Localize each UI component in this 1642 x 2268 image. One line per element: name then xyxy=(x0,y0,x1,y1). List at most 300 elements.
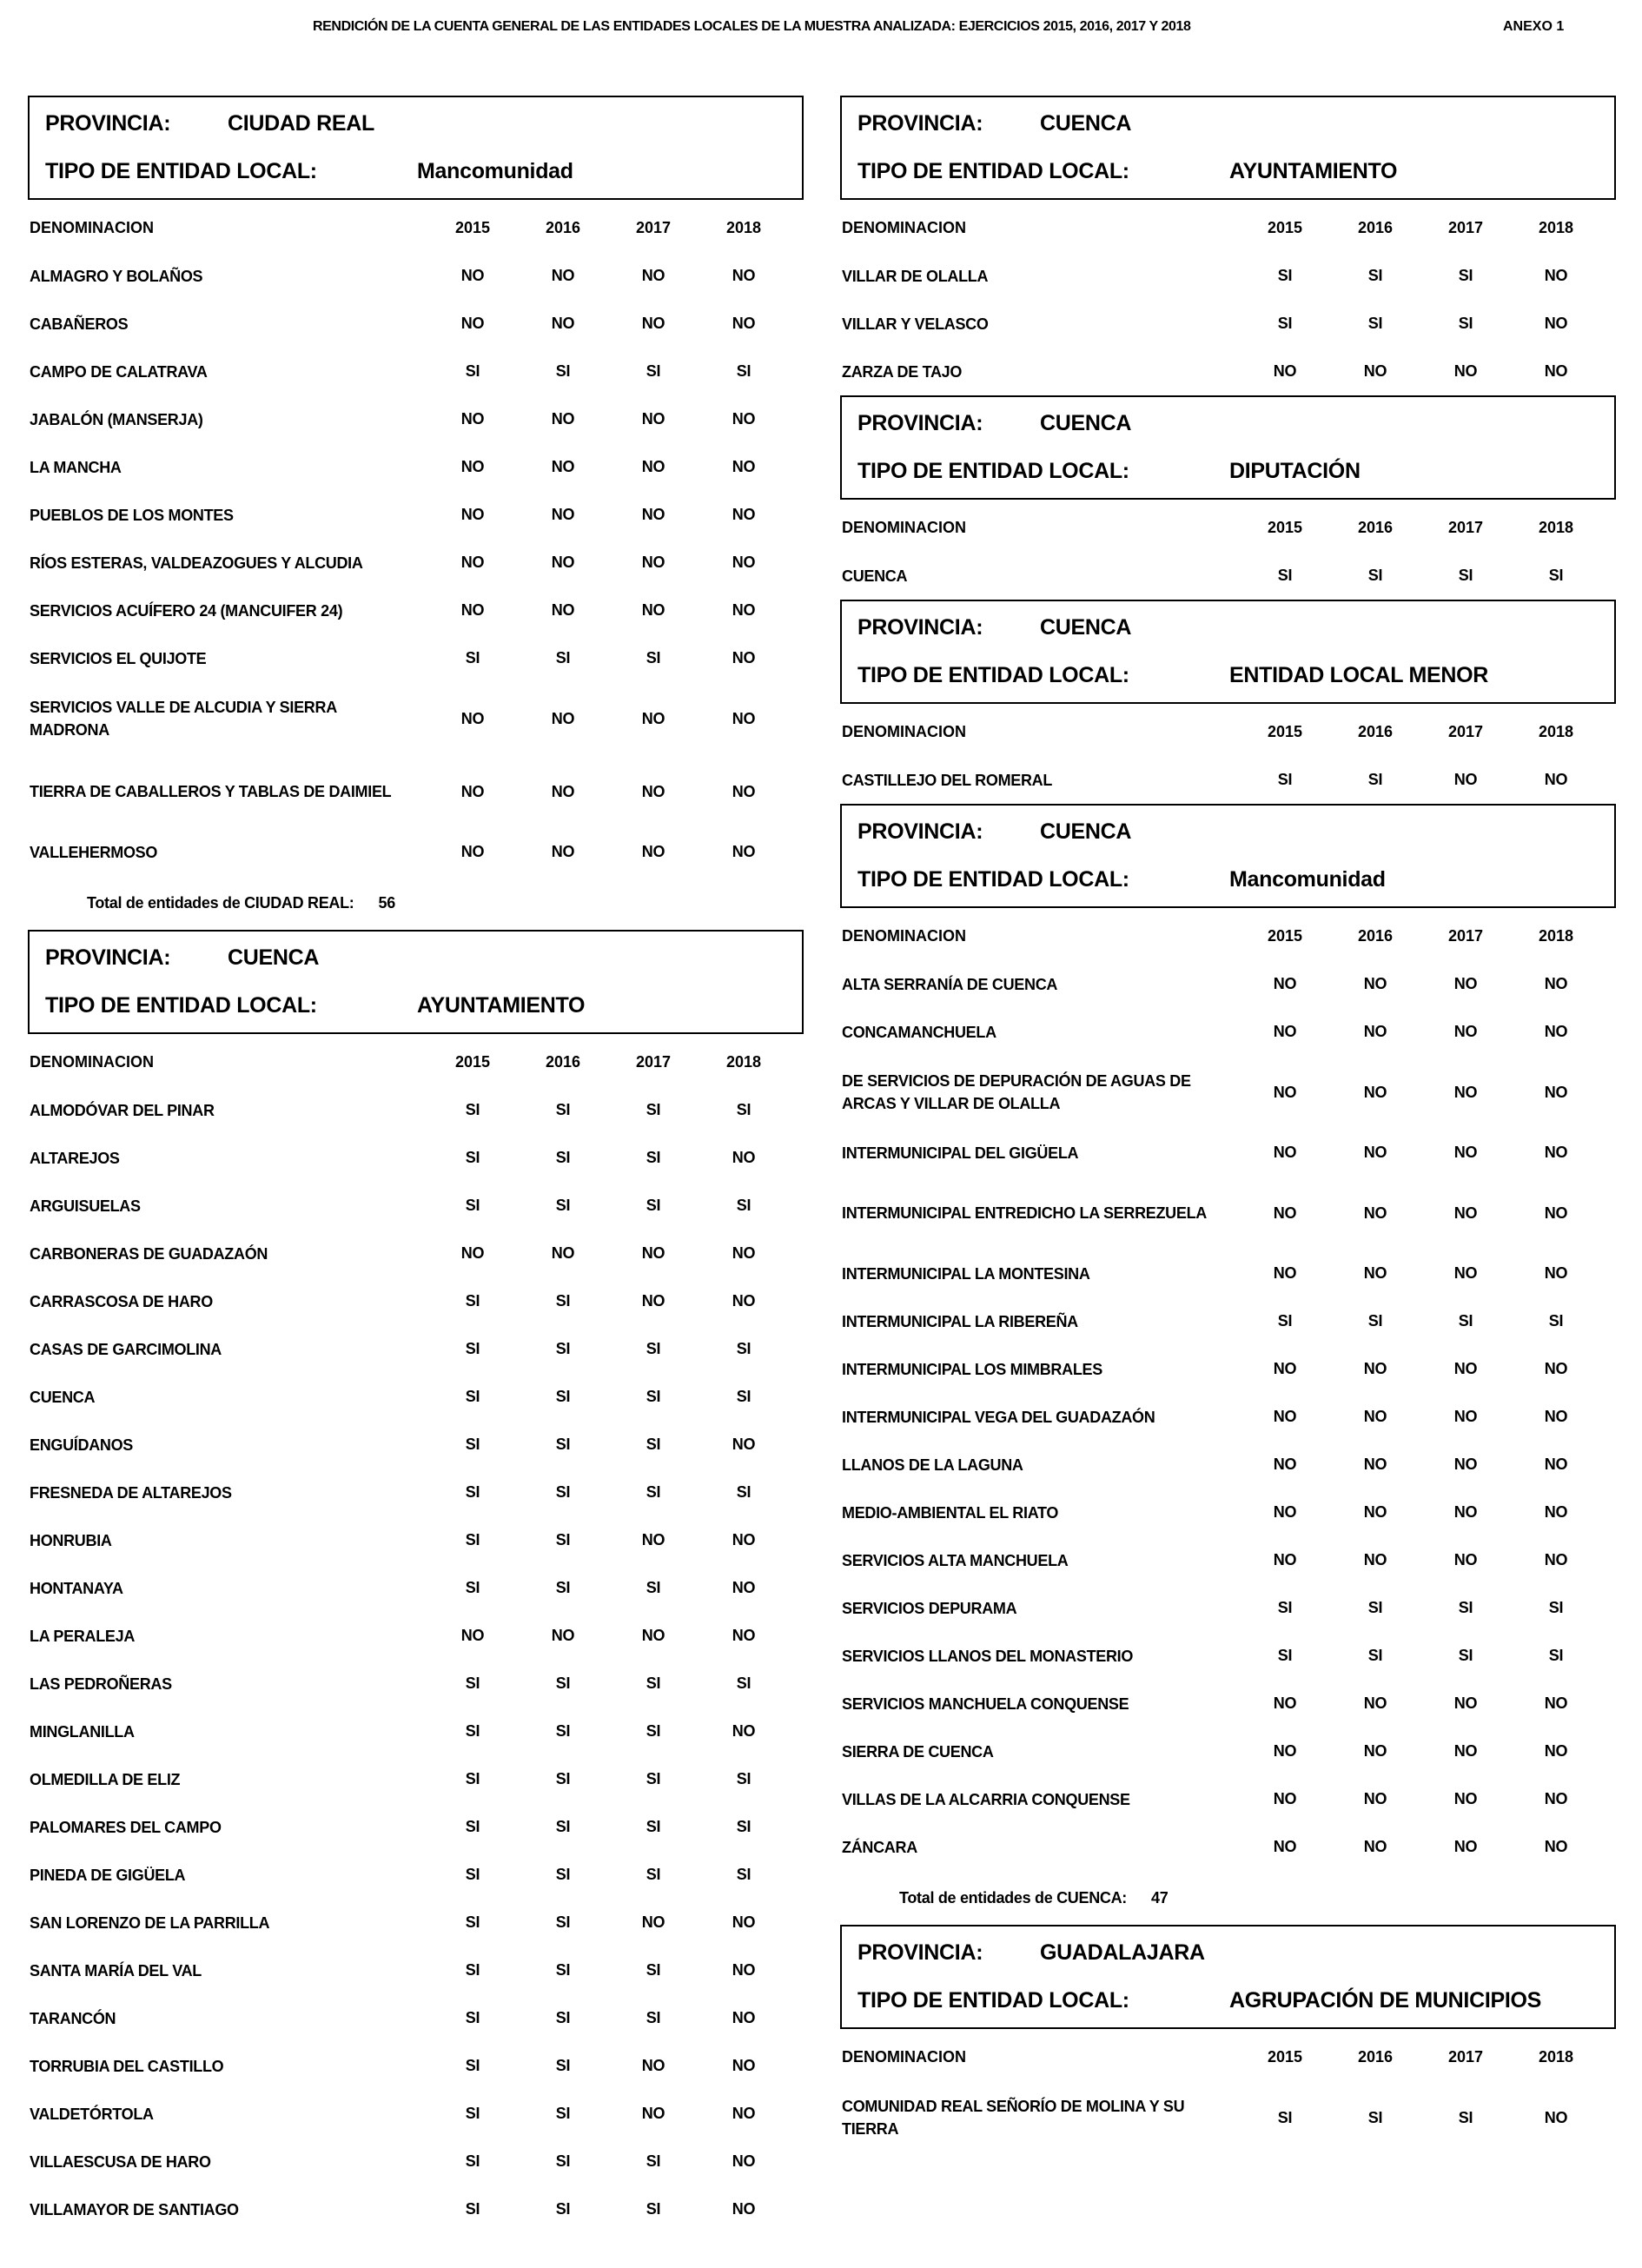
year-status-cell: SI xyxy=(646,1579,661,1596)
header-year: 2015 xyxy=(1267,926,1303,945)
entity-section xyxy=(840,96,1616,395)
year-status-cell: SI xyxy=(1367,2108,1383,2126)
tipo-value: Mancomunidad xyxy=(1229,867,1386,892)
year-status-cell: NO xyxy=(641,410,665,428)
year-status-cell: NO xyxy=(551,601,575,619)
year-status-cell: SI xyxy=(736,1388,751,1405)
year-status-cell: NO xyxy=(460,267,485,284)
year-status-cell: SI xyxy=(736,1818,751,1835)
provincia-value: CUENCA xyxy=(1040,819,1132,844)
header-denominacion: DENOMINACION xyxy=(842,2047,966,2066)
entity-name: ENGUÍDANOS xyxy=(30,1436,134,1454)
entity-name: CASTILLEJO DEL ROMERAL xyxy=(842,771,1053,789)
header-year: 2017 xyxy=(1447,926,1484,945)
year-status-cell: SI xyxy=(555,2152,571,2170)
table-row xyxy=(840,1775,1616,1823)
year-status-cell: SI xyxy=(646,1722,661,1740)
year-status-cell: NO xyxy=(1544,1144,1568,1161)
year-status-cell: NO xyxy=(1544,1551,1568,1568)
year-status-cell: NO xyxy=(1273,1360,1297,1377)
entity-name: CUENCA xyxy=(842,567,908,585)
total-label: Total de entidades de CUENCA: xyxy=(899,1888,1127,1907)
entity-name: VILLAR Y VELASCO xyxy=(842,315,989,333)
provincia-label: PROVINCIA: xyxy=(857,411,983,435)
year-status-cell: SI xyxy=(736,1770,751,1787)
provincia-value: CUENCA xyxy=(228,945,320,970)
entity-name: VILLAMAYOR DE SANTIAGO xyxy=(30,2200,239,2218)
year-status-cell: SI xyxy=(465,1866,480,1883)
header-year: 2016 xyxy=(1357,722,1394,740)
entity-name: LAS PEDROÑERAS xyxy=(30,1674,172,1693)
year-status-cell: NO xyxy=(460,601,485,619)
table-row xyxy=(28,634,804,682)
table-row xyxy=(840,1393,1616,1441)
entity-name: SIERRA DE CUENCA xyxy=(842,1742,994,1761)
year-status-cell: NO xyxy=(1544,1838,1568,1855)
header-year: 2018 xyxy=(1538,518,1574,536)
year-status-cell: NO xyxy=(732,2057,756,2074)
table-row xyxy=(840,756,1616,804)
page-title: RENDICIÓN DE LA CUENTA GENERAL DE LAS ENTIDADES LOCALES DE LA MUESTRA ANALIZADA: EJERCICIOS 2015, 2016, 2017 Y 2018 xyxy=(313,19,1191,34)
year-status-cell: SI xyxy=(736,1483,751,1501)
tipo-label: TIPO DE ENTIDAD LOCAL: xyxy=(857,663,1129,687)
year-status-cell: NO xyxy=(641,1292,665,1310)
year-status-cell: SI xyxy=(555,1770,571,1787)
entity-name: COMUNIDAD REAL SEÑORÍO DE MOLINA Y SU TIERRA xyxy=(842,2098,1185,2138)
provincia-row xyxy=(857,1940,1205,1966)
year-status-cell: NO xyxy=(1453,1742,1478,1760)
year-status-cell: NO xyxy=(551,1244,575,1262)
year-status-cell: SI xyxy=(555,1292,571,1310)
year-status-cell: NO xyxy=(551,1627,575,1644)
year-status-cell: SI xyxy=(555,2105,571,2122)
year-status-cell: NO xyxy=(1273,1023,1297,1040)
year-status-cell: SI xyxy=(465,1340,480,1357)
entity-name: SERVICIOS ALTA MANCHUELA xyxy=(842,1551,1069,1569)
entity-name: SERVICIOS EL QUIJOTE xyxy=(30,649,207,667)
year-status-cell: SI xyxy=(555,1579,571,1596)
provincia-row xyxy=(857,111,1132,136)
year-status-cell: NO xyxy=(641,1531,665,1548)
year-status-cell: NO xyxy=(1363,1083,1387,1101)
provincia-row xyxy=(857,615,1132,640)
year-status-cell: SI xyxy=(555,2200,571,2218)
year-status-cell: NO xyxy=(1544,1360,1568,1377)
entity-name: CAMPO DE CALATRAVA xyxy=(30,362,208,381)
year-status-cell: NO xyxy=(460,1244,485,1262)
year-status-cell: NO xyxy=(1273,1456,1297,1473)
year-status-cell: SI xyxy=(646,1483,661,1501)
year-status-cell: NO xyxy=(641,2105,665,2122)
table-row xyxy=(28,1994,804,2042)
year-status-cell: NO xyxy=(1544,1083,1568,1101)
year-status-cell: SI xyxy=(555,2057,571,2074)
header-year: 2016 xyxy=(1357,2047,1394,2066)
entity-name: MINGLANILLA xyxy=(30,1722,135,1741)
table-row xyxy=(28,348,804,395)
table-header xyxy=(28,203,804,252)
year-status-cell: NO xyxy=(732,1961,756,1979)
tipo-row xyxy=(857,663,1488,688)
entity-name: PALOMARES DEL CAMPO xyxy=(30,1818,222,1836)
tipo-value: AGRUPACIÓN DE MUNICIPIOS xyxy=(1229,1988,1542,2013)
entity-name: DE SERVICIOS DE DEPURACIÓN DE AGUAS DE ARCAS Y VILLAR DE OLALLA xyxy=(842,1072,1191,1112)
year-status-cell: SI xyxy=(736,1197,751,1214)
year-status-cell: SI xyxy=(646,1388,661,1405)
year-status-cell: SI xyxy=(1458,1599,1473,1616)
year-status-cell: NO xyxy=(1453,1360,1478,1377)
year-status-cell: NO xyxy=(1273,1838,1297,1855)
year-status-cell: SI xyxy=(465,1531,480,1548)
year-status-cell: SI xyxy=(1277,315,1293,332)
table-row xyxy=(28,1612,804,1660)
year-status-cell: SI xyxy=(646,1818,661,1835)
table-row xyxy=(840,1056,1616,1129)
year-status-cell: SI xyxy=(646,1101,661,1118)
entity-name: OLMEDILLA DE ELIZ xyxy=(30,1770,181,1788)
header-year: 2018 xyxy=(1538,218,1574,236)
table-row xyxy=(28,1899,804,1946)
entity-name: SANTA MARÍA DEL VAL xyxy=(30,1961,202,1980)
year-status-cell: NO xyxy=(1453,1264,1478,1282)
year-status-cell: NO xyxy=(1453,975,1478,992)
year-status-cell: NO xyxy=(1453,771,1478,788)
year-status-cell: SI xyxy=(555,1818,571,1835)
entity-name: INTERMUNICIPAL VEGA DEL GUADAZAÓN xyxy=(842,1408,1155,1426)
year-status-cell: NO xyxy=(1453,362,1478,380)
year-status-cell: NO xyxy=(1363,1551,1387,1568)
header-denominacion: DENOMINACION xyxy=(842,722,966,740)
year-status-cell: SI xyxy=(465,1388,480,1405)
year-status-cell: NO xyxy=(732,410,756,428)
year-status-cell: SI xyxy=(1367,1647,1383,1664)
year-status-cell: NO xyxy=(1453,1790,1478,1807)
header-year: 2016 xyxy=(1357,218,1394,236)
year-status-cell: SI xyxy=(1277,1312,1293,1330)
tipo-value: Mancomunidad xyxy=(417,159,573,183)
tipo-row xyxy=(857,459,1361,484)
year-status-cell: NO xyxy=(460,1627,485,1644)
year-status-cell: NO xyxy=(641,267,665,284)
year-status-cell: NO xyxy=(1453,1204,1478,1222)
entity-name: CARRASCOSA DE HARO xyxy=(30,1292,213,1310)
entity-name: VALLEHERMOSO xyxy=(30,843,158,861)
entity-name: TIERRA DE CABALLEROS Y TABLAS DE DAIMIEL xyxy=(30,783,392,800)
year-status-cell: NO xyxy=(1544,1742,1568,1760)
table-row xyxy=(840,1345,1616,1393)
year-status-cell: NO xyxy=(732,2200,756,2218)
entity-section xyxy=(28,930,804,2233)
year-status-cell: NO xyxy=(1453,1456,1478,1473)
year-status-cell: SI xyxy=(646,2200,661,2218)
year-status-cell: SI xyxy=(555,2009,571,2026)
entity-name: INTERMUNICIPAL DEL GIGÜELA xyxy=(842,1144,1079,1162)
year-status-cell: NO xyxy=(641,2057,665,2074)
year-status-cell: SI xyxy=(1277,1647,1293,1664)
year-status-cell: NO xyxy=(551,267,575,284)
tipo-row xyxy=(45,993,586,1018)
total-label: Total de entidades de CIUDAD REAL: xyxy=(87,893,354,912)
table-row xyxy=(28,1230,804,1277)
total-value: 47 xyxy=(1151,1888,1169,1907)
right-column xyxy=(840,96,1616,2154)
entity-name: JABALÓN (MANSERJA) xyxy=(30,410,203,428)
province-total xyxy=(840,1871,1616,1925)
entity-section xyxy=(840,1925,1616,2154)
year-status-cell: NO xyxy=(1273,1742,1297,1760)
year-status-cell: NO xyxy=(1273,1503,1297,1521)
provincia-row xyxy=(857,411,1132,436)
entity-name: INTERMUNICIPAL LA RIBEREÑA xyxy=(842,1312,1078,1330)
year-status-cell: NO xyxy=(460,782,485,800)
year-status-cell: SI xyxy=(465,2152,480,2170)
year-status-cell: SI xyxy=(646,1149,661,1166)
table-row xyxy=(28,828,804,876)
year-status-cell: NO xyxy=(1453,1503,1478,1521)
year-status-cell: NO xyxy=(732,2105,756,2122)
year-status-cell: NO xyxy=(641,601,665,619)
year-status-cell: SI xyxy=(736,1674,751,1692)
year-status-cell: NO xyxy=(641,1627,665,1644)
table-row xyxy=(28,1134,804,1182)
year-status-cell: SI xyxy=(465,1579,480,1596)
entity-name: PUEBLOS DE LOS MONTES xyxy=(30,506,234,524)
entity-section xyxy=(840,600,1616,804)
year-status-cell: SI xyxy=(1458,1312,1473,1330)
year-status-cell: NO xyxy=(460,458,485,475)
year-status-cell: SI xyxy=(555,1149,571,1166)
table-row xyxy=(28,2138,804,2185)
year-status-cell: NO xyxy=(1363,1264,1387,1282)
year-status-cell: NO xyxy=(1544,1456,1568,1473)
year-status-cell: NO xyxy=(1544,1408,1568,1425)
year-status-cell: SI xyxy=(646,1436,661,1453)
entity-name: PINEDA DE GIGÜELA xyxy=(30,1866,186,1884)
year-status-cell: NO xyxy=(1273,1083,1297,1101)
year-status-cell: NO xyxy=(1363,1023,1387,1040)
year-status-cell: NO xyxy=(732,554,756,571)
table-row xyxy=(840,1441,1616,1489)
table-row xyxy=(28,1373,804,1421)
tipo-label: TIPO DE ENTIDAD LOCAL: xyxy=(45,159,317,183)
header-year: 2015 xyxy=(1267,518,1303,536)
entity-name: VALDETÓRTOLA xyxy=(30,2105,154,2123)
year-status-cell: NO xyxy=(732,1149,756,1166)
total-value: 56 xyxy=(378,893,395,912)
entity-section xyxy=(28,96,804,930)
year-status-cell: SI xyxy=(1458,1647,1473,1664)
year-status-cell: NO xyxy=(732,1913,756,1931)
year-status-cell: SI xyxy=(1277,1599,1293,1616)
provincia-value: CIUDAD REAL xyxy=(228,111,374,136)
entity-name: VILLAS DE LA ALCARRIA CONQUENSE xyxy=(842,1790,1130,1808)
table-row xyxy=(840,300,1616,348)
year-status-cell: NO xyxy=(1453,1083,1478,1101)
table-row xyxy=(840,348,1616,395)
year-status-cell: SI xyxy=(646,1674,661,1692)
year-status-cell: SI xyxy=(1458,2108,1473,2126)
provincia-label: PROVINCIA: xyxy=(857,819,983,844)
year-status-cell: NO xyxy=(732,843,756,860)
entity-name: ALTA SERRANÍA DE CUENCA xyxy=(842,975,1058,993)
year-status-cell: NO xyxy=(1363,1503,1387,1521)
tipo-row xyxy=(857,1988,1542,2013)
table-row xyxy=(840,1129,1616,1177)
year-status-cell: NO xyxy=(641,1244,665,1262)
table-row xyxy=(28,1946,804,1994)
year-status-cell: NO xyxy=(732,1436,756,1453)
year-status-cell: SI xyxy=(465,1101,480,1118)
entity-name: FRESNEDA DE ALTAREJOS xyxy=(30,1483,232,1502)
table-header xyxy=(840,707,1616,756)
year-status-cell: NO xyxy=(1544,2108,1568,2126)
year-status-cell: NO xyxy=(1363,1742,1387,1760)
table-row xyxy=(28,587,804,634)
entity-name: LLANOS DE LA LAGUNA xyxy=(842,1456,1023,1474)
year-status-cell: SI xyxy=(1367,267,1383,284)
year-status-cell: NO xyxy=(1544,362,1568,380)
year-status-cell: SI xyxy=(646,649,661,666)
entity-name: CARBONERAS DE GUADAZAÓN xyxy=(30,1244,268,1263)
year-status-cell: NO xyxy=(551,782,575,800)
year-status-cell: SI xyxy=(465,1483,480,1501)
entity-name: SERVICIOS VALLE DE ALCUDIA Y SIERRA MADRONA xyxy=(30,699,337,739)
header-year: 2015 xyxy=(1267,722,1303,740)
provincia-label: PROVINCIA: xyxy=(45,945,171,970)
year-status-cell: SI xyxy=(465,1197,480,1214)
tipo-label: TIPO DE ENTIDAD LOCAL: xyxy=(857,159,1129,183)
section-header-box xyxy=(28,96,804,200)
header-year: 2018 xyxy=(725,218,762,236)
year-status-cell: NO xyxy=(1363,1790,1387,1807)
year-status-cell: SI xyxy=(1367,315,1383,332)
year-status-cell: NO xyxy=(460,554,485,571)
entity-name: VILLAR DE OLALLA xyxy=(842,267,989,285)
table-row xyxy=(840,1680,1616,1728)
year-status-cell: NO xyxy=(1544,1790,1568,1807)
table-header xyxy=(840,2033,1616,2081)
table-row xyxy=(840,252,1616,300)
year-status-cell: SI xyxy=(555,1197,571,1214)
section-header-box xyxy=(840,804,1616,908)
table-row xyxy=(28,1708,804,1755)
table-row xyxy=(840,1008,1616,1056)
entity-section xyxy=(840,395,1616,600)
year-status-cell: NO xyxy=(732,649,756,666)
year-status-cell: SI xyxy=(555,362,571,380)
year-status-cell: NO xyxy=(1453,1023,1478,1040)
tipo-label: TIPO DE ENTIDAD LOCAL: xyxy=(857,459,1129,483)
year-status-cell: SI xyxy=(1367,1312,1383,1330)
year-status-cell: SI xyxy=(646,1340,661,1357)
table-row xyxy=(840,1536,1616,1584)
year-status-cell: NO xyxy=(732,782,756,800)
header-year: 2015 xyxy=(1267,2047,1303,2066)
entity-name: SAN LORENZO DE LA PARRILLA xyxy=(30,1913,270,1932)
year-status-cell: NO xyxy=(732,2009,756,2026)
year-status-cell: SI xyxy=(465,649,480,666)
year-status-cell: NO xyxy=(1273,1551,1297,1568)
year-status-cell: NO xyxy=(551,554,575,571)
year-status-cell: SI xyxy=(1277,567,1293,584)
header-denominacion: DENOMINACION xyxy=(842,926,966,945)
provincia-value: GUADALAJARA xyxy=(1040,1940,1205,1965)
header-year: 2015 xyxy=(454,1052,491,1071)
year-status-cell: SI xyxy=(1277,771,1293,788)
header-year: 2015 xyxy=(454,218,491,236)
entity-name: ZÁNCARA xyxy=(842,1838,917,1856)
year-status-cell: SI xyxy=(555,1531,571,1548)
tipo-row xyxy=(857,867,1386,892)
year-status-cell: SI xyxy=(1367,1599,1383,1616)
year-status-cell: NO xyxy=(641,506,665,523)
year-status-cell: NO xyxy=(641,709,665,727)
year-status-cell: SI xyxy=(646,2152,661,2170)
year-status-cell: SI xyxy=(465,2009,480,2026)
year-status-cell: NO xyxy=(1544,771,1568,788)
year-status-cell: NO xyxy=(641,843,665,860)
year-status-cell: SI xyxy=(465,1436,480,1453)
table-row xyxy=(840,1250,1616,1297)
table-header xyxy=(840,503,1616,552)
provincia-label: PROVINCIA: xyxy=(45,111,171,136)
year-status-cell: SI xyxy=(736,1866,751,1883)
entity-name: TORRUBIA DEL CASTILLO xyxy=(30,2057,224,2075)
year-status-cell: SI xyxy=(1458,567,1473,584)
year-status-cell: NO xyxy=(1273,975,1297,992)
table-row xyxy=(28,1469,804,1516)
entity-name: TARANCÓN xyxy=(30,2009,116,2027)
year-status-cell: NO xyxy=(1363,1408,1387,1425)
year-status-cell: SI xyxy=(1548,567,1564,584)
year-status-cell: NO xyxy=(1363,1144,1387,1161)
entity-name: CUENCA xyxy=(30,1388,96,1406)
tipo-label: TIPO DE ENTIDAD LOCAL: xyxy=(45,993,317,1018)
entity-name: SERVICIOS MANCHUELA CONQUENSE xyxy=(842,1694,1129,1713)
table-row xyxy=(840,2081,1616,2154)
year-status-cell: NO xyxy=(1453,1694,1478,1712)
year-status-cell: SI xyxy=(646,1197,661,1214)
section-header-box xyxy=(840,600,1616,704)
table-row xyxy=(28,682,804,755)
header-year: 2017 xyxy=(1447,2047,1484,2066)
header-year: 2018 xyxy=(1538,2047,1574,2066)
provincia-value: CUENCA xyxy=(1040,411,1132,435)
year-status-cell: SI xyxy=(555,1340,571,1357)
year-status-cell: SI xyxy=(1458,315,1473,332)
year-status-cell: SI xyxy=(555,1913,571,1931)
header-denominacion: DENOMINACION xyxy=(30,1052,154,1071)
table-row xyxy=(840,1584,1616,1632)
table-row xyxy=(28,443,804,491)
header-year: 2016 xyxy=(1357,926,1394,945)
table-row xyxy=(28,300,804,348)
year-status-cell: NO xyxy=(1544,1023,1568,1040)
year-status-cell: NO xyxy=(1544,1694,1568,1712)
table-row xyxy=(28,252,804,300)
entity-name: ALMAGRO Y BOLAÑOS xyxy=(30,267,203,285)
year-status-cell: SI xyxy=(555,1101,571,1118)
table-row xyxy=(28,1660,804,1708)
year-status-cell: NO xyxy=(732,601,756,619)
year-status-cell: NO xyxy=(641,458,665,475)
header-denominacion: DENOMINACION xyxy=(842,518,966,536)
entity-name: CABAÑEROS xyxy=(30,315,129,333)
year-status-cell: NO xyxy=(460,315,485,332)
year-status-cell: SI xyxy=(465,1674,480,1692)
year-status-cell: NO xyxy=(1453,1144,1478,1161)
year-status-cell: NO xyxy=(1363,362,1387,380)
